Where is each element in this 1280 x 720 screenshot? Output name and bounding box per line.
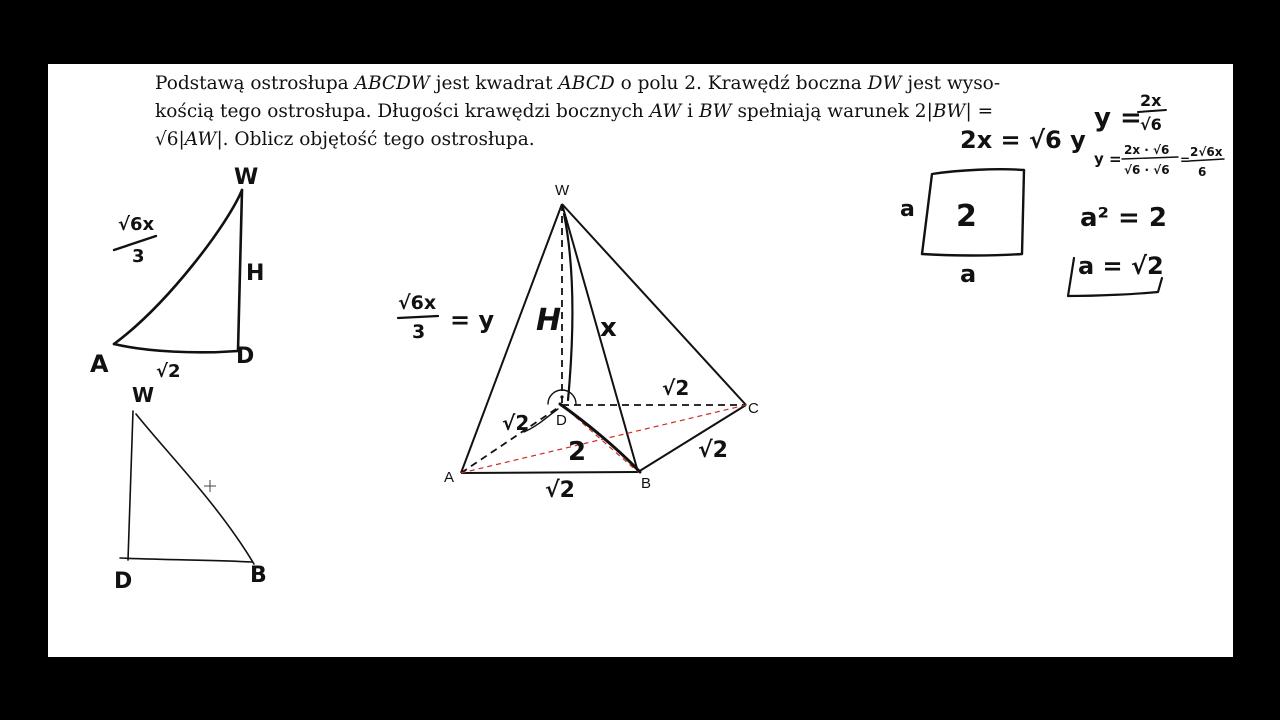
triangle-wdb-height (128, 411, 133, 560)
pyramid-height-label: H (536, 303, 562, 338)
pyramid-height-stroke (564, 214, 572, 400)
pyramid-edge-wb-label: x (600, 313, 617, 343)
triangle-wdb-w-label: W (132, 383, 155, 407)
pyramid-edge-ab (461, 472, 638, 473)
calc-y-def-den: √6 (1140, 115, 1162, 134)
square-side-bottom: a (960, 260, 977, 288)
calc-y-def: y = (1094, 103, 1142, 133)
calc-y-def-fraction-bar (1138, 110, 1166, 112)
calc-y2-fraction-bar-2 (1189, 159, 1224, 161)
square-eq2: a = √2 (1078, 252, 1164, 280)
triangle-awd (90, 165, 264, 382)
triangle-awd-height (238, 190, 242, 351)
square-area-label: 2 (956, 199, 977, 234)
triangle-awd-w-label: W (234, 165, 259, 190)
triangle-awd-hyp-num: √6x (118, 214, 155, 235)
calculations (960, 91, 1224, 179)
pyramid-ad-label: √2 (502, 411, 530, 435)
calc-y2-num1: 2x · √6 (1124, 143, 1170, 157)
problem-line-3: √6|AW|. Oblicz objętość tego ostrosłupa. (155, 129, 535, 150)
calc-y2-fraction-bar-1 (1122, 157, 1178, 159)
pyramid-y-eq: = y (450, 306, 495, 334)
triangle-awd-hyp-den: 3 (132, 246, 145, 267)
pyramid-diagonal-label: 2 (568, 437, 587, 467)
triangle-wdb-hypotenuse (136, 414, 254, 564)
pyramid-y-frac-den: 3 (412, 321, 426, 343)
cursor-crosshair-icon (204, 480, 216, 492)
calc-y2-num2: 2√6x (1190, 145, 1223, 159)
square-side-left: a (900, 197, 915, 222)
calc-eq1: 2x = √6 y (960, 126, 1086, 154)
pyramid-vertex-a: A (444, 469, 455, 486)
pyramid-cd-label: √2 (662, 376, 690, 400)
pyramid (398, 182, 759, 503)
square-eq1: a² = 2 (1080, 203, 1167, 233)
pyramid-ab-label: √2 (545, 478, 575, 503)
pyramid-right-angle-dot (560, 395, 563, 398)
pyramid-vertex-b: B (641, 475, 652, 492)
pyramid-edge-bc (638, 405, 746, 472)
triangle-awd-d-label: D (236, 344, 255, 369)
calc-y-def-num: 2x (1140, 91, 1162, 110)
triangle-wdb (114, 383, 267, 594)
pyramid-y-fraction-bar (398, 316, 438, 318)
triangle-awd-h-label: H (246, 261, 265, 286)
triangle-awd-ad-label: √2 (156, 361, 181, 382)
calc-y2-den2: 6 (1198, 165, 1207, 179)
problem-line-1: Podstawą ostrosłupa ABCDW jest kwadrat ABCD o polu 2. Krawędź boczna DW jest wyso- (155, 73, 1001, 94)
triangle-awd-base (114, 344, 238, 352)
triangle-wdb-b-label: B (250, 563, 267, 588)
triangle-awd-a-label: A (90, 350, 109, 378)
triangle-wdb-base (120, 558, 252, 562)
pyramid-bc-label: √2 (698, 438, 728, 463)
calc-y2-den1: √6 · √6 (1124, 163, 1170, 177)
problem-line-2: kością tego ostrosłupa. Długości krawędzi bocznych AW i BW spełniają warunek 2|BW| = (155, 101, 994, 122)
calc-y2: y = (1094, 150, 1122, 168)
square-sketch (900, 169, 1167, 296)
pyramid-vertex-d: D (556, 412, 567, 429)
pyramid-vertex-w: W (555, 182, 570, 199)
triangle-wdb-d-label: D (114, 569, 133, 594)
drawing-canvas (48, 64, 1233, 657)
calc-y2-eq: = (1180, 153, 1191, 167)
pyramid-vertex-c: C (748, 400, 759, 417)
pyramid-y-frac-num: √6x (398, 292, 437, 314)
whiteboard (48, 64, 1233, 657)
